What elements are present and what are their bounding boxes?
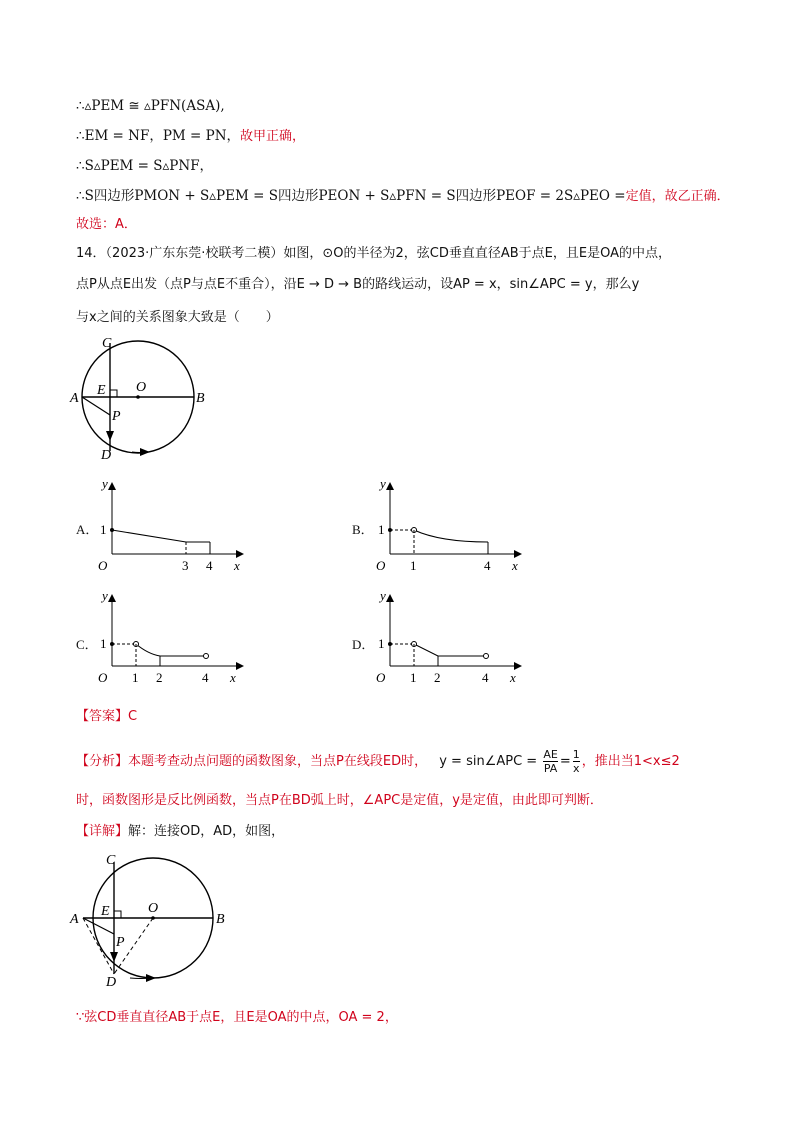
analysis-formula: y = sin∠APC = — [439, 754, 538, 769]
graph-option-c — [92, 590, 252, 690]
origin-label: O — [98, 558, 108, 573]
proof-line-3: ∴S▵PEM = S▵PNF， — [76, 158, 214, 174]
answer-line — [76, 707, 137, 727]
label-p: P — [112, 409, 121, 424]
proof-line-2-conclusion: 故甲正确， — [240, 129, 306, 144]
proof-line-2 — [76, 126, 305, 147]
question-line-1: 14．（2023·广东东莞·校联考二模）如图，⊙O的半径为2，弦CD垂直直径AB于点E，且E是OA的中点， — [76, 246, 672, 261]
proof-line-1: ∴▵PEM ≅ ▵PFN(ASA), — [76, 98, 225, 114]
origin-label: O — [376, 558, 386, 573]
label-d: D — [101, 448, 112, 463]
label-b: B — [216, 912, 225, 927]
question-line-2: 点P从点E出发（点P与点E不重合），沿E → D → B的路线运动，设AP = x，sin∠APC = y，那么y — [76, 277, 640, 292]
x-axis-label: x — [510, 670, 516, 685]
detail-line — [76, 822, 284, 842]
label-p: P — [116, 935, 125, 950]
y-axis-label: y — [102, 588, 108, 603]
x-axis-label: x — [230, 670, 236, 685]
option-d-label: D． — [352, 637, 375, 652]
answer-value: C — [128, 709, 138, 724]
fraction-ae-pa: $\frac{AE}{PA}$ — [543, 748, 558, 775]
tick-1: 1 — [100, 522, 107, 537]
y-axis-label: y — [380, 476, 386, 491]
tick: 2 — [434, 670, 441, 685]
label-c: C — [102, 336, 112, 351]
graph-option-d — [370, 590, 530, 690]
answer-tag: 【答案】 — [76, 709, 129, 724]
tick: 1 — [132, 670, 139, 685]
tick-1: 1 — [100, 636, 107, 651]
label-o: O — [148, 901, 159, 916]
proof-line-2-math: ∴EM = NF，PM = PN， — [76, 128, 241, 144]
detail-text: 解：连接OD，AD，如图， — [128, 824, 285, 839]
analysis-text-1: 本题考查动点问题的函数图象，当点P在线段ED时， — [128, 754, 428, 769]
circle-figure-2 — [70, 850, 240, 990]
circle-figure-1 — [70, 335, 210, 465]
tick: 1 — [410, 558, 417, 573]
tick: 2 — [156, 670, 163, 685]
option-b-label: B． — [352, 522, 374, 537]
analysis-equals: = — [559, 754, 571, 769]
label-a: A — [70, 391, 79, 406]
label-e: E — [97, 383, 106, 398]
tick: 4 — [206, 558, 213, 573]
tick: 1 — [410, 670, 417, 685]
detail-tag: 【详解】 — [76, 824, 129, 839]
x-axis-label: x — [512, 558, 518, 573]
tick-1: 1 — [378, 636, 385, 651]
graph-option-a — [92, 478, 252, 578]
analysis-line-1 — [76, 748, 680, 775]
label-c: C — [106, 853, 116, 868]
analysis-tag: 【分析】 — [76, 754, 129, 769]
origin-label: O — [98, 670, 108, 685]
tick: 4 — [484, 558, 491, 573]
label-d: D — [106, 975, 117, 990]
label-o: O — [136, 380, 147, 395]
label-b: B — [196, 391, 205, 406]
y-axis-label: y — [102, 476, 108, 491]
label-e: E — [101, 904, 110, 919]
tick: 4 — [482, 670, 489, 685]
y-axis-label: y — [380, 588, 386, 603]
tick: 4 — [202, 670, 209, 685]
label-a: A — [70, 912, 79, 927]
last-line: ∵弦CD垂直直径AB于点E，且E是OA的中点，OA = 2， — [76, 1010, 398, 1025]
proof-line-4-conclusion: 定值，故乙正确． — [625, 189, 730, 204]
origin-label: O — [376, 670, 386, 685]
graph-option-b — [370, 478, 530, 578]
proof-choice: 故选：A． — [76, 217, 137, 232]
analysis-line-2: 时，函数图形是反比例函数，当点P在BD弧上时，∠APC是定值，y是定值，由此即可判断． — [76, 793, 603, 808]
tick: 3 — [182, 558, 189, 573]
fraction-1-x: $\frac{1}{x}$ — [572, 748, 580, 775]
option-c-label: C． — [76, 637, 98, 652]
proof-line-4 — [76, 186, 730, 207]
option-a-label: A． — [76, 522, 99, 537]
analysis-text-2: ，推出当1<x≤2 — [581, 754, 680, 769]
x-axis-label: x — [234, 558, 240, 573]
question-line-3: 与x之间的关系图象大致是（ ） — [76, 310, 279, 325]
tick-1: 1 — [378, 522, 385, 537]
proof-line-4-math: ∴S四边形PMON + S▵PEM = S四边形PEON + S▵PFN = S四边形PEOF = 2S▵PEO = — [76, 188, 626, 204]
